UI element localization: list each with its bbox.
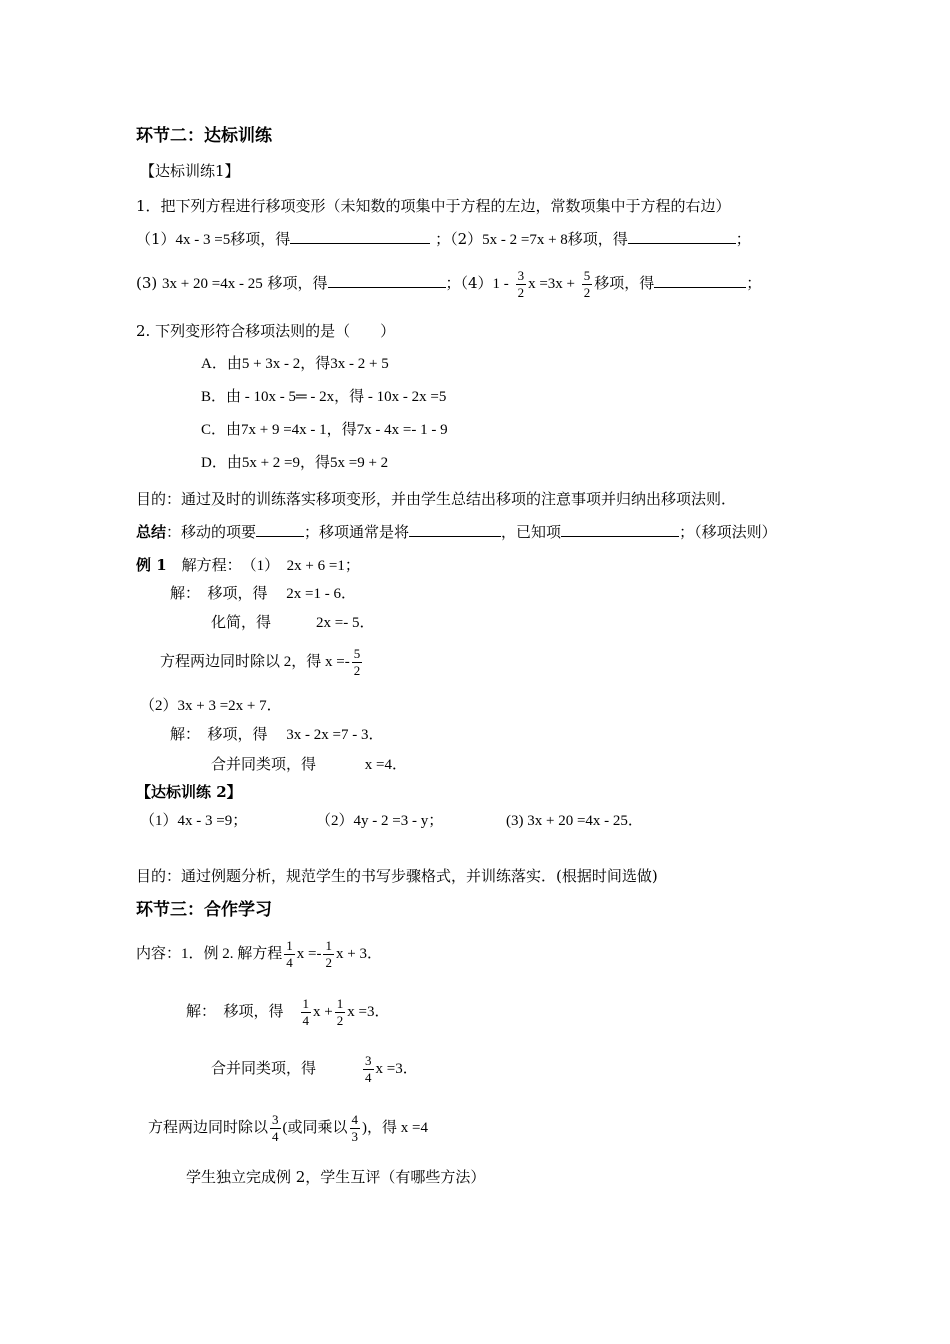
q2-option-a: A．由5 + 3x - 2，得3x - 2 + 5 <box>201 356 389 372</box>
example1-part2-step1: 解： 移项，得 3x - 2x =7 - 3． <box>170 727 384 743</box>
step2-frac: $\frac{3}{4}$ <box>365 1053 372 1086</box>
drill2-item1: （1）4x - 3 =9； <box>140 813 248 829</box>
q2-option-b: B．由 - 10x - 5═ - 2x，得 - 10x - 2x =5 <box>201 389 447 405</box>
example1-problem: 解方程： （1） 2x + 6 =1； <box>166 558 360 574</box>
summary-a: ：移动的项要 <box>166 523 257 541</box>
q1-intro: 1．把下列方程进行移项变形（未知数的项集中于方程的左边，常数项集中于方程的右边） <box>136 197 731 215</box>
q1-end1: ； <box>735 230 751 248</box>
example1-step2: 化简，得 2x =- 5． <box>211 615 375 631</box>
example1-step3: 方程两边同时除以 2，得 x =- $\frac{5}{2}$ <box>160 646 361 679</box>
summary-blank3[interactable] <box>561 522 679 537</box>
section3-content: 内容：1．例 2. 解方程 $\frac{1}{4}$ x =- $\frac{1}{2}$ x + 3． <box>136 938 382 971</box>
purpose1: 目的：通过及时的训练落实移项变形，并由学生总结出移项的注意事项并归纳出移项法则． <box>136 490 737 508</box>
example1-fraction: $\frac{5}{2}$ <box>353 646 361 679</box>
section3-step2: 合并同类项，得 $\frac{3}{4}$ x =3． <box>211 1053 418 1086</box>
q1-a-eq: 4x - 3 =5 <box>175 232 231 248</box>
q1-d-frac2: $\frac{5}{2}$ <box>583 267 591 300</box>
q1-c-blank[interactable] <box>328 273 446 288</box>
q1-a-label: （1） <box>136 230 176 248</box>
example1-head <box>136 555 360 576</box>
q1-sep2: ；（4） <box>445 274 493 292</box>
q1-d-mid: x =3x + <box>528 276 575 292</box>
q1-a-blank[interactable] <box>290 229 430 244</box>
step3-frac1: $\frac{3}{4}$ <box>272 1112 279 1145</box>
q2-intro: 2. 下列变形符合移项法则的是（ ） <box>136 322 396 340</box>
summary-label: 总结 <box>136 523 167 541</box>
q1-row2 <box>136 266 761 301</box>
q1-d-frac1: $\frac{3}{2}$ <box>517 267 525 300</box>
section3-step3: 方程两边同时除以 $\frac{3}{4}$ (或同乘以 $\frac{4}{3}$ )，得 x =4 <box>148 1112 428 1145</box>
summary <box>136 522 777 542</box>
step3-frac2: $\frac{4}{3}$ <box>351 1112 359 1145</box>
summary-blank1[interactable] <box>256 522 304 537</box>
drill2-title: 【达标训练 2】 <box>136 783 242 801</box>
q1-d-text: 移项，得 <box>594 274 655 292</box>
content-frac2: $\frac{1}{2}$ <box>325 938 332 971</box>
drill1-title: 【达标训练1】 <box>140 162 240 180</box>
q1-row1 <box>136 229 751 250</box>
step1-frac1: $\frac{1}{4}$ <box>302 996 310 1029</box>
drill2-item2: （2）4y - 2 =3 - y； <box>316 813 444 829</box>
q1-end2: ； <box>746 274 762 292</box>
example1-step1: 解： 移项，得 2x =1 - 6． <box>170 586 356 602</box>
example1-label: 例 1 <box>136 556 167 574</box>
q1-c-eq: 3x + 20 =4x - 25 <box>162 276 263 292</box>
drill2-item3: (3) 3x + 20 =4x - 25． <box>506 813 643 829</box>
q1-b-blank[interactable] <box>628 229 736 244</box>
section2-title: 环节二：达标训练 <box>136 126 272 146</box>
q1-d-pre: 1 - <box>492 276 509 292</box>
q1-b-text: 移项，得 <box>567 230 628 248</box>
summary-d: ；（移项法则） <box>679 523 777 541</box>
q1-d-blank[interactable] <box>654 273 746 288</box>
section3-title: 环节三：合作学习 <box>136 900 272 920</box>
section3-step1: 解： 移项，得 $\frac{1}{4}$ x + $\frac{1}{2}$ x =3． <box>186 996 390 1029</box>
q1-b-eq: 5x - 2 =7x + 8 <box>482 232 568 248</box>
q1-c-text: 移项，得 <box>267 274 328 292</box>
example1-part2: （2）3x + 3 =2x + 7． <box>140 698 282 714</box>
section3-note: 学生独立完成例 2，学生互评（有哪些方法） <box>186 1168 486 1186</box>
q1-sep1: ；（2） <box>435 230 483 248</box>
content-frac1: $\frac{1}{4}$ <box>286 938 293 971</box>
summary-c: ，已知项 <box>501 523 562 541</box>
q2-option-c: C．由7x + 9 =4x - 1，得7x - 4x =- 1 - 9 <box>201 422 448 438</box>
summary-b: ；移项通常是将 <box>304 523 410 541</box>
q1-c-label: (3) <box>136 274 158 292</box>
step1-frac2: $\frac{1}{2}$ <box>336 996 344 1029</box>
summary-blank2[interactable] <box>409 522 501 537</box>
q2-option-d: D．由5x + 2 =9，得5x =9 + 2 <box>201 455 389 471</box>
purpose2: 目的：通过例题分析，规范学生的书写步骤格式，并训练落实．(根据时间选做) <box>136 867 658 885</box>
example1-part2-step2: 合并同类项，得 x =4． <box>211 757 407 773</box>
q1-a-text: 移项，得 <box>230 230 291 248</box>
